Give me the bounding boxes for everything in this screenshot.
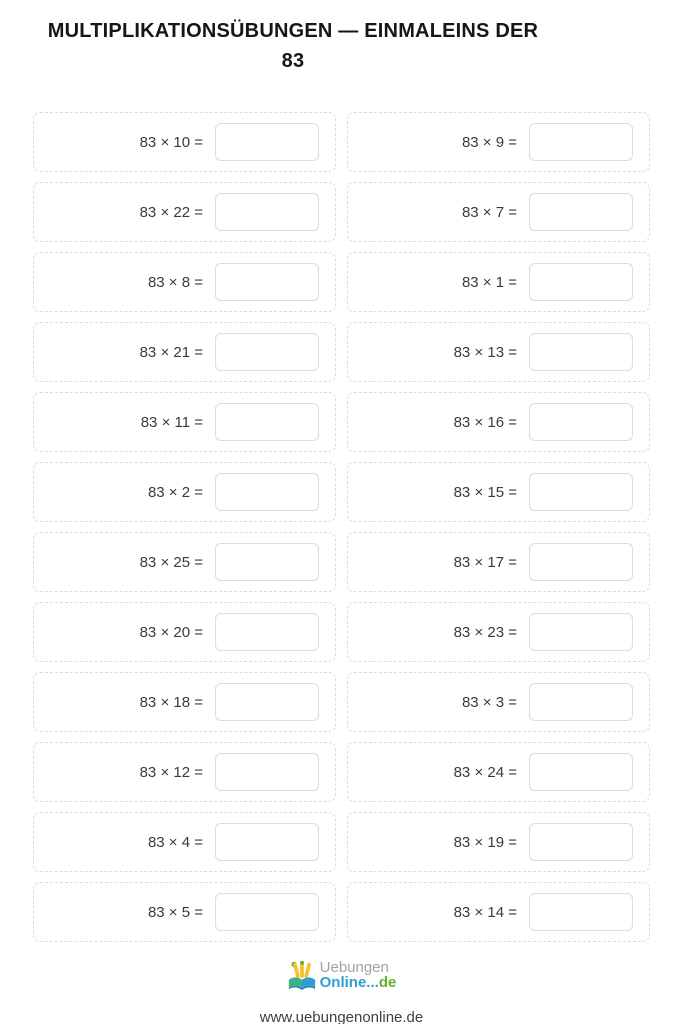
exercise-label: 83 × 4 = bbox=[147, 833, 203, 851]
exercise-label: 83 × 19 = bbox=[453, 833, 517, 851]
answer-input[interactable] bbox=[529, 333, 633, 371]
footer bbox=[0, 959, 683, 1024]
exercise-label: 83 × 9 = bbox=[461, 133, 517, 151]
exercise-label: 83 × 11 = bbox=[140, 413, 203, 431]
logo-word-online: Online... bbox=[319, 974, 379, 991]
answer-input[interactable] bbox=[529, 403, 633, 441]
exercise-label: 83 × 22 = bbox=[139, 203, 203, 221]
logo-word-de: de bbox=[378, 974, 397, 991]
open-book-pencils-icon bbox=[287, 959, 317, 991]
exercise-label: 83 × 3 = bbox=[461, 693, 517, 711]
exercise-card bbox=[347, 322, 650, 382]
exercise-card bbox=[33, 812, 336, 872]
answer-input[interactable] bbox=[529, 543, 633, 581]
answer-input[interactable] bbox=[215, 823, 319, 861]
exercise-card bbox=[33, 322, 336, 382]
answer-input[interactable] bbox=[215, 123, 319, 161]
answer-input[interactable] bbox=[529, 263, 633, 301]
exercise-label: 83 × 2 = bbox=[147, 483, 203, 501]
exercise-card bbox=[347, 812, 650, 872]
answer-input[interactable] bbox=[215, 193, 319, 231]
answer-input[interactable] bbox=[215, 893, 319, 931]
exercise-card bbox=[33, 392, 336, 452]
exercise-card bbox=[33, 672, 336, 732]
exercise-label: 83 × 25 = bbox=[139, 553, 203, 571]
exercise-card bbox=[33, 882, 336, 942]
answer-input[interactable] bbox=[215, 333, 319, 371]
answer-input[interactable] bbox=[215, 403, 319, 441]
exercise-label: 83 × 14 = bbox=[453, 903, 517, 921]
exercise-label: 83 × 17 = bbox=[453, 553, 517, 571]
exercise-card bbox=[347, 672, 650, 732]
exercise-card bbox=[33, 112, 336, 172]
answer-input[interactable] bbox=[529, 613, 633, 651]
exercise-card bbox=[347, 882, 650, 942]
answer-input[interactable] bbox=[215, 753, 319, 791]
answer-input[interactable] bbox=[529, 123, 633, 161]
exercise-label: 83 × 10 = bbox=[139, 133, 203, 151]
answer-input[interactable] bbox=[215, 613, 319, 651]
exercise-label: 83 × 21 = bbox=[139, 343, 203, 361]
exercise-label: 83 × 8 = bbox=[147, 273, 203, 291]
logo-text bbox=[320, 960, 397, 991]
answer-input[interactable] bbox=[529, 473, 633, 511]
page-title-line1: MULTIPLIKATIONSÜBUNGEN — EINMALEINS DER bbox=[47, 20, 539, 42]
exercise-label: 83 × 12 = bbox=[139, 763, 203, 781]
exercise-label: 83 × 23 = bbox=[453, 623, 517, 641]
exercise-card bbox=[347, 112, 650, 172]
exercise-label: 83 × 18 = bbox=[139, 693, 203, 711]
uebungen-online-logo[interactable] bbox=[287, 959, 397, 991]
page-title bbox=[31, 16, 555, 76]
answer-input[interactable] bbox=[215, 263, 319, 301]
exercise-label: 83 × 5 = bbox=[147, 903, 203, 921]
exercise-label: 83 × 7 = bbox=[461, 203, 517, 221]
logo-word-uebungen: Uebungen bbox=[319, 958, 389, 976]
exercise-card bbox=[33, 252, 336, 312]
exercise-label: 83 × 13 = bbox=[453, 343, 517, 361]
answer-input[interactable] bbox=[215, 543, 319, 581]
exercise-label: 83 × 1 = bbox=[461, 273, 517, 291]
answer-input[interactable] bbox=[529, 823, 633, 861]
answer-input[interactable] bbox=[529, 193, 633, 231]
site-url: www.uebungenonline.de bbox=[259, 1009, 424, 1024]
answer-input[interactable] bbox=[529, 753, 633, 791]
exercise-card bbox=[347, 182, 650, 242]
exercise-card bbox=[33, 532, 336, 592]
exercise-card bbox=[33, 602, 336, 662]
exercise-card bbox=[347, 392, 650, 452]
exercise-label: 83 × 20 = bbox=[139, 623, 203, 641]
exercise-card bbox=[33, 182, 336, 242]
exercise-label: 83 × 24 = bbox=[453, 763, 517, 781]
exercise-label: 83 × 15 = bbox=[453, 483, 517, 501]
page-title-line2: 83 bbox=[281, 50, 305, 72]
exercise-label: 83 × 16 = bbox=[453, 413, 517, 431]
answer-input[interactable] bbox=[529, 893, 633, 931]
exercise-card bbox=[347, 602, 650, 662]
exercise-grid bbox=[33, 112, 683, 942]
exercise-card bbox=[347, 462, 650, 522]
answer-input[interactable] bbox=[215, 473, 319, 511]
exercise-card bbox=[33, 462, 336, 522]
answer-input[interactable] bbox=[215, 683, 319, 721]
exercise-card bbox=[33, 742, 336, 802]
exercise-card bbox=[347, 532, 650, 592]
answer-input[interactable] bbox=[529, 683, 633, 721]
exercise-card bbox=[347, 742, 650, 802]
exercise-card bbox=[347, 252, 650, 312]
